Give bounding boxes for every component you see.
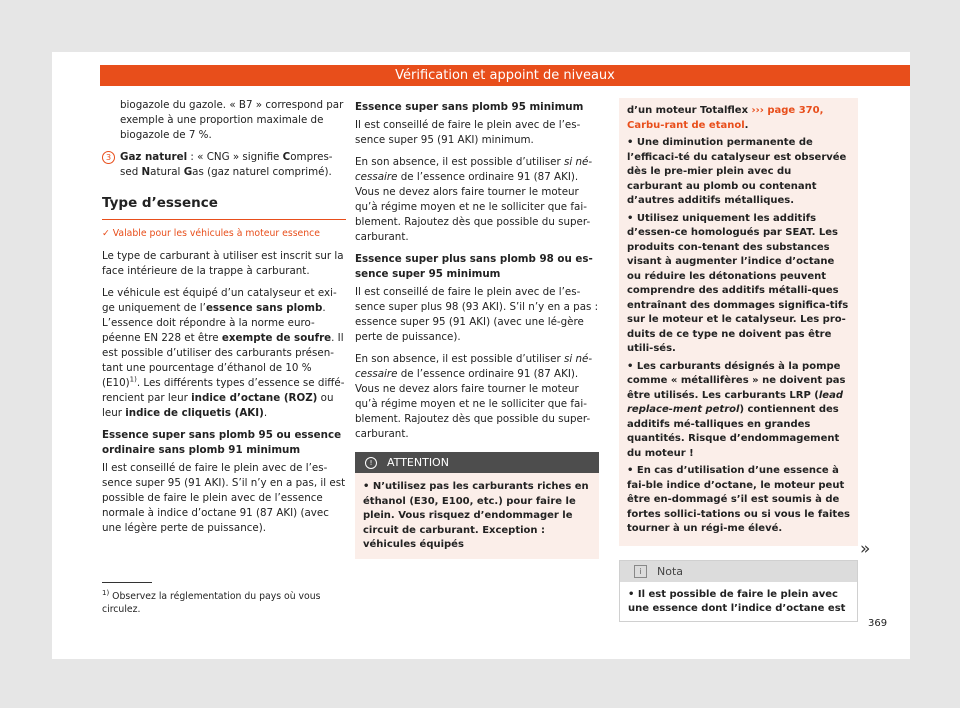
- warning-text: [627, 104, 850, 133]
- paragraph: [355, 352, 599, 442]
- page-header: Vérification et appoint de niveaux: [100, 65, 910, 86]
- attention-box: [355, 452, 599, 559]
- attention-header: [355, 452, 599, 473]
- nota-title: Nota: [657, 564, 684, 578]
- column-right: [619, 98, 858, 622]
- text: . Les différents types d’essence se diffé-rencient par leur: [102, 377, 345, 404]
- text: ompres-sed: [120, 151, 333, 178]
- text: En son absence, il est possible d’utiliser: [355, 353, 564, 365]
- emphasis: indice de cliquetis (AKI): [125, 407, 264, 419]
- text: ou leur: [102, 392, 334, 419]
- footnote-divider: [102, 582, 152, 583]
- info-icon: i: [634, 565, 647, 578]
- letter: G: [183, 166, 193, 178]
- validity-note: [102, 226, 346, 241]
- text: d’un moteur Totalflex: [627, 105, 752, 116]
- text: ) contiennent des additifs mé-talliques en grandes quantités. Risque d’endommagement du moteur !: [627, 404, 840, 459]
- text: • Les carburants désignés à la pompe comme « métallifères » ne doivent pas être utilisés. Les carburants LRP (: [627, 360, 846, 401]
- warning-text: • Une diminution permanente de l’efficaci-té du catalyseur est observée dès le pre-mier plein avec du carburant au plomb ou contenant d’autres additifs métalliques.: [627, 137, 847, 206]
- term-gaz-naturel: Gaz naturel: [120, 151, 188, 163]
- paragraph: Le type de carburant à utiliser est inscrit sur la face intérieure de la trappe à carburant.: [102, 250, 344, 277]
- continue-arrow-icon: »: [860, 539, 871, 559]
- sub-heading: Essence super sans plomb 95 ou essence ordinaire sans plomb 91 minimum: [102, 429, 342, 456]
- footnote: [102, 590, 342, 616]
- text: de l’essence ordinaire 91 (87 AKI). Vous ne devez alors faire tourner le moteur qu’à régime moyen et ne le solliciter que fai-blement. Rajoutez dès que possible du super-carburant.: [355, 171, 591, 243]
- footnote-marker: 1): [102, 588, 110, 597]
- check-icon: ✓: [102, 228, 110, 239]
- text: . L’essence doit répondre à la norme euro-péenne EN 228 et être: [102, 302, 326, 344]
- nota-body: • Il est possible de faire le plein avec une essence dont l’indice d’octane est: [628, 588, 846, 614]
- warning-icon: !: [365, 457, 377, 469]
- letter: C: [282, 151, 291, 163]
- text: . Il est possible d’utiliser des carburants présen-tant une pourcentage d’éthanol de 10 % (E10): [102, 332, 344, 389]
- list-item-gaz-naturel: [102, 150, 346, 180]
- text: de l’essence ordinaire 91 (87 AKI). Vous ne devez alors faire tourner le moteur qu’à régime moyen et ne le solliciter que fai-blement. Rajoutez dès que possible du super-carburant.: [355, 368, 591, 440]
- text: .: [744, 119, 749, 131]
- attention-body: • N’utilisez pas les carburants riches en éthanol (E30, E100, etc.) pour faire le plein. Vous risquez d’endommager le circuit de carburant. Exception : véhicules équipés: [363, 481, 589, 550]
- paragraph: [355, 155, 599, 245]
- warning-text: • Utilisez uniquement les additifs d’essen-ce homologués par SEAT. Les produits con-tenant des substances visant à augmenter l’indice d’octane ou réduire les détonations peuvent comprendre des additifs métalli-ques entraînant des dommages significa-tifs sur le moteur et le catalyseur. Les pro-duits de ce type ne doivent pas être utili-sés.: [627, 212, 849, 354]
- warning-text: [627, 360, 850, 462]
- validity-text: Valable pour les véhicules à moteur essence: [112, 228, 320, 239]
- nota-header: [620, 561, 857, 582]
- column-middle: [355, 98, 599, 559]
- page-number: 369: [868, 618, 888, 629]
- text: En son absence, il est possible d’utiliser: [355, 156, 564, 168]
- nota-box: [619, 560, 858, 622]
- text: Le véhicule est équipé d’un catalyseur et exi-ge uniquement de l’: [102, 287, 337, 314]
- text: : « CNG » signifie: [187, 151, 283, 163]
- text: as (gaz naturel comprimé).: [192, 166, 332, 178]
- manual-page: [52, 52, 910, 659]
- sub-heading: Essence super sans plomb 95 minimum: [355, 101, 584, 113]
- page-reference-link[interactable]: ››› page 370, Carbu-rant de etanol: [627, 105, 824, 131]
- text: atural: [150, 166, 184, 178]
- section-divider: [102, 219, 346, 220]
- intro-text: biogazole du gazole. « B7 » correspond par exemple à une proportion maximale de biogazole de 7 %.: [120, 99, 344, 141]
- italic-text: si né-cessaire: [355, 353, 593, 380]
- attention-box-continued: [619, 98, 858, 546]
- number-3-icon: 3: [102, 151, 115, 164]
- column-left: [102, 98, 346, 543]
- emphasis: essence sans plomb: [205, 302, 323, 314]
- sub-heading: Essence super plus sans plomb 98 ou es-sence super 95 minimum: [355, 253, 593, 280]
- italic-text: lead replace-ment petrol: [627, 389, 843, 415]
- italic-text: si né-cessaire: [355, 156, 593, 183]
- emphasis: exempte de soufre: [221, 332, 332, 344]
- footnote-ref[interactable]: 1): [129, 375, 137, 384]
- paragraph: [102, 286, 346, 421]
- paragraph: Il est conseillé de faire le plein avec de l’es-sence super 95 (91 AKI) minimum.: [355, 119, 581, 146]
- letter: N: [141, 166, 151, 178]
- attention-title: ATTENTION: [387, 456, 449, 469]
- footnote-text: Observez la réglementation du pays où vous circulez.: [102, 591, 321, 615]
- emphasis: indice d’octane (ROZ): [191, 392, 318, 404]
- paragraph: Il est conseillé de faire le plein avec de l’es-sence super plus 98 (93 AKI). S’il n’y en a pas : essence super 95 (91 AKI) (avec une lé-gère perte de puissance).: [355, 286, 599, 343]
- text: .: [263, 407, 268, 419]
- section-title: Type d’essence: [102, 195, 218, 211]
- warning-text: • En cas d’utilisation d’une essence à fai-ble indice d’octane, le moteur peut être en-dommagé s’il est soumis à de fortes sollici-tations ou si vous le faites tourner à un régi-me élevé.: [627, 465, 850, 534]
- paragraph: Il est conseillé de faire le plein avec de l’es-sence super 95 (91 AKI). S’il n’y en a pas, il est possible de faire le plein avec de l’essence normale à indice d’octane 91 (87 AKI) (avec une légère perte de puissance).: [102, 462, 346, 534]
